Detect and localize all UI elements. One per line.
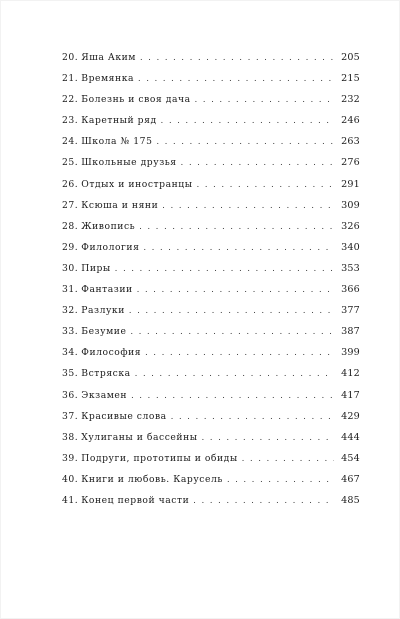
page-number: 215 — [341, 73, 360, 85]
page-number: 417 — [341, 389, 360, 401]
chapter-title: Филология — [81, 241, 140, 253]
dot-leader — [156, 136, 334, 148]
chapter-title: Хулиганы и бассейны — [81, 431, 198, 443]
page-number: 276 — [341, 157, 360, 169]
page-number: 232 — [341, 94, 360, 106]
dot-leader — [145, 347, 334, 359]
chapter-title: Разлуки — [81, 305, 125, 317]
toc-entry — [62, 305, 360, 326]
dot-leader — [137, 284, 334, 296]
chapter-title: Яша Аким — [81, 52, 136, 63]
chapter-title: Школьные друзья — [81, 157, 177, 169]
chapter-number: 21. — [62, 73, 79, 85]
dot-leader — [171, 411, 334, 423]
chapter-number: 20. — [62, 52, 79, 63]
chapter-number: 34. — [62, 347, 79, 359]
chapter-number: 30. — [62, 262, 79, 274]
chapter-number: 24. — [62, 136, 79, 148]
chapter-number: 22. — [62, 94, 79, 106]
chapter-number: 29. — [62, 241, 79, 253]
chapter-number: 31. — [62, 284, 79, 296]
page-number: 467 — [341, 473, 360, 485]
dot-leader — [138, 73, 334, 85]
chapter-number: 28. — [62, 220, 79, 232]
chapter-number: 41. — [62, 494, 79, 506]
toc-entry — [62, 73, 360, 94]
chapter-title: Болезнь и своя дача — [81, 94, 191, 106]
dot-leader — [161, 115, 334, 127]
page-number: 326 — [341, 220, 360, 232]
chapter-number: 33. — [62, 326, 79, 338]
chapter-title: Живопись — [81, 220, 136, 232]
toc-entry — [62, 157, 360, 178]
chapter-title: Подруги, прототипы и обиды — [81, 452, 238, 464]
chapter-number: 23. — [62, 115, 79, 127]
chapter-number: 35. — [62, 368, 79, 380]
toc-entry — [62, 453, 360, 474]
page-number: 444 — [341, 431, 360, 443]
page-number: 340 — [341, 241, 360, 253]
chapter-title: Красивые слова — [81, 410, 167, 422]
chapter-number: 37. — [62, 410, 79, 422]
page-number: 399 — [341, 347, 360, 359]
chapter-title: Ксюша и няни — [81, 199, 159, 211]
dot-leader — [135, 368, 334, 380]
toc-entry — [62, 368, 360, 389]
toc-entry — [62, 326, 360, 347]
chapter-title: Пиры — [81, 262, 111, 274]
dot-leader — [242, 453, 334, 465]
page-number: 366 — [341, 284, 360, 296]
page-number: 412 — [341, 368, 360, 380]
toc-entry — [62, 284, 360, 305]
chapter-title: Отдых и иностранцы — [81, 178, 193, 190]
toc-entry — [62, 474, 360, 495]
toc-entry — [62, 221, 360, 242]
page-number: 353 — [341, 262, 360, 274]
chapter-title: Школа № 175 — [81, 136, 153, 148]
toc-entry — [62, 242, 360, 263]
toc-entry — [62, 390, 360, 411]
toc-entry — [62, 347, 360, 368]
chapter-title: Времянка — [81, 73, 135, 85]
dot-leader — [139, 221, 334, 233]
toc-entry — [62, 200, 360, 221]
toc-entry — [62, 136, 360, 157]
chapter-title: Философия — [81, 347, 142, 359]
chapter-title: Книги и любовь. Карусель — [81, 473, 223, 485]
page-number: 246 — [341, 115, 360, 127]
toc-entry — [62, 432, 360, 453]
dot-leader — [193, 495, 334, 507]
toc-entry — [62, 115, 360, 136]
chapter-number: 26. — [62, 178, 79, 190]
table-of-contents — [62, 52, 360, 516]
toc-entry — [62, 495, 360, 516]
chapter-title: Конец первой части — [81, 494, 190, 506]
dot-leader — [143, 242, 334, 254]
chapter-number: 36. — [62, 389, 79, 401]
chapter-number: 32. — [62, 305, 79, 317]
chapter-number: 38. — [62, 431, 79, 443]
toc-entry — [62, 179, 360, 200]
dot-leader — [227, 474, 334, 486]
page-number: 485 — [341, 494, 360, 506]
dot-leader — [195, 94, 334, 106]
dot-leader — [130, 326, 334, 338]
dot-leader — [202, 432, 334, 444]
page-number: 454 — [341, 452, 360, 464]
page-number: 429 — [341, 410, 360, 422]
chapter-title: Встряска — [81, 368, 131, 380]
chapter-title: Безумие — [81, 326, 127, 338]
page-number: 263 — [341, 136, 360, 148]
dot-leader — [140, 52, 334, 64]
chapter-title: Каретный ряд — [81, 115, 157, 127]
toc-entry — [62, 411, 360, 432]
chapter-number: 40. — [62, 473, 79, 485]
page-number: 387 — [341, 326, 360, 338]
page-number: 291 — [341, 178, 360, 190]
dot-leader — [197, 179, 334, 191]
toc-entry — [62, 263, 360, 284]
dot-leader — [129, 305, 334, 317]
page-number: 205 — [341, 52, 360, 63]
dot-leader — [115, 263, 334, 275]
dot-leader — [131, 390, 334, 402]
toc-entry — [62, 52, 360, 73]
chapter-number: 39. — [62, 452, 79, 464]
page-number: 309 — [341, 199, 360, 211]
chapter-title: Экзамен — [81, 389, 128, 401]
toc-entry — [62, 94, 360, 115]
page-number: 377 — [341, 305, 360, 317]
dot-leader — [162, 200, 334, 212]
chapter-number: 25. — [62, 157, 79, 169]
dot-leader — [181, 157, 334, 169]
chapter-number: 27. — [62, 199, 79, 211]
chapter-title: Фантазии — [81, 284, 133, 296]
